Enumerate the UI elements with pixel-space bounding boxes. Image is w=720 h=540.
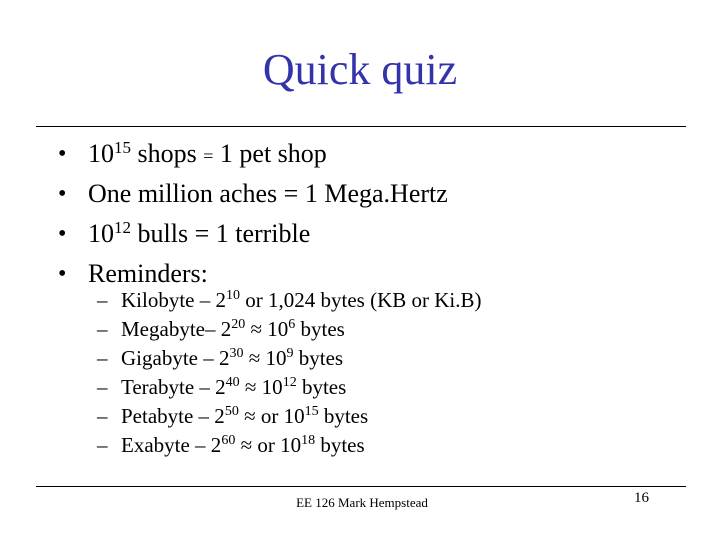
reminder-text: Exabyte – 2 [121,433,222,457]
reminder-text: Terabyte – 2 [121,375,226,399]
reminder-exponent: 30 [229,346,244,361]
reminder-text: bytes [315,433,365,457]
top-divider [36,126,686,127]
bullet-text-base: 10 [88,219,114,248]
bullet-item-terrible [58,219,698,249]
sub-bullet-dash: – [97,317,108,341]
bullet-item-pet-shop [58,139,698,169]
bullet-text-exponent: 15 [114,138,131,157]
bullet-text-equals: = [203,146,214,166]
reminder-text: ≈ or 10 [235,433,302,457]
reminders-list [97,288,697,457]
bullet-dot: • [58,261,67,287]
bottom-divider [36,486,686,487]
footer-course-author: EE 126 Mark Hempstead [296,495,428,510]
bullet-text-exponent: 12 [114,218,131,237]
reminder-exponent: 40 [225,375,240,390]
slide-title: Quick quiz [262,45,458,94]
sub-bullet-dash: – [97,433,108,457]
reminder-exponent: 18 [301,433,316,448]
reminder-exponent: 9 [286,346,294,361]
reminder-text: Megabyte– 2 [121,317,232,341]
reminder-item-megabyte [97,317,697,341]
bullet-dot: • [58,221,67,247]
reminder-text: bytes [295,317,345,341]
sub-bullet-dash: – [97,375,108,399]
sub-bullet-dash: – [97,404,108,428]
reminder-text: bytes [296,375,347,399]
reminder-text: ≈ or 10 [238,404,305,428]
bullet-dot: • [58,141,67,167]
sub-bullet-dash: – [97,288,108,312]
reminder-exponent: 50 [224,404,239,419]
bullet-text-answer: 1 Mega.Hertz [304,179,448,208]
reminder-item-kilobyte [97,288,697,312]
reminder-item-gigabyte [97,346,697,370]
bullet-text: 1 pet shop [213,139,327,168]
reminder-exponent: 15 [304,404,319,419]
reminder-text: bytes [318,404,369,428]
bullet-text: bulls = 1 terrible [131,219,311,248]
bullet-item-mega-hertz [58,179,698,209]
bullet-item-reminders [58,259,698,289]
slide-number: 16 [634,490,649,506]
reminder-exponent: 6 [288,317,296,332]
reminder-exponent: 60 [221,433,236,448]
reminder-text: Petabyte – 2 [121,404,225,428]
reminder-exponent: 10 [226,288,240,303]
reminder-exponent: 12 [282,375,297,390]
bullet-dot: • [58,181,67,207]
reminder-text: ≈ 10 [245,317,289,341]
reminder-text: ≈ 10 [239,375,283,399]
bullet-text: shops [131,139,204,168]
reminder-item-exabyte [97,433,697,457]
reminder-text: Kilobyte – 2 [121,288,226,312]
bullet-list [58,139,698,289]
reminder-text: or 1,024 bytes (KB or Ki.B) [240,288,482,312]
reminder-item-petabyte [97,404,697,428]
bullet-text-base: 10 [88,139,114,168]
reminder-item-terabyte [97,375,697,399]
reminder-text: bytes [293,346,344,370]
bullet-text: One million aches = [88,179,305,208]
bullet-text: Reminders: [88,259,208,288]
reminder-text: Gigabyte – 2 [121,346,230,370]
sub-bullet-dash: – [97,346,108,370]
reminder-text: ≈ 10 [243,346,287,370]
reminder-exponent: 20 [231,317,246,332]
